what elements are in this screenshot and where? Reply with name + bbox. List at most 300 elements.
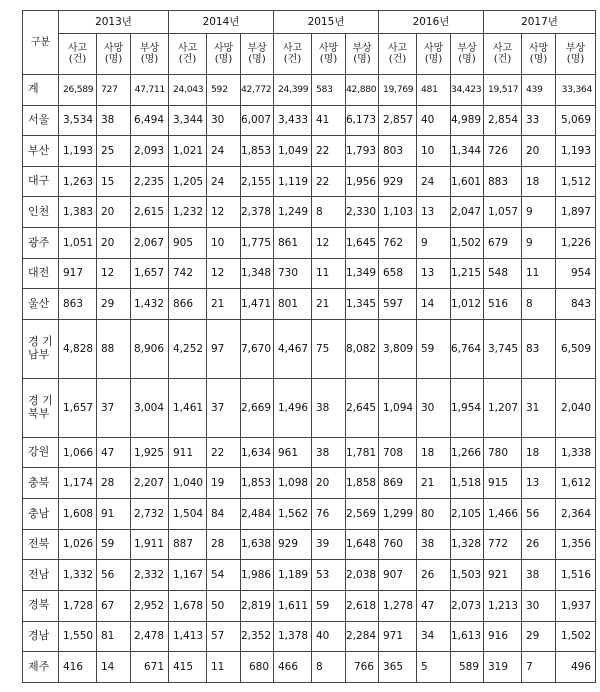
deaths-cell: 8 — [312, 197, 346, 228]
deaths-cell: 57 — [207, 621, 241, 652]
region-cell — [23, 105, 59, 136]
injuries-cell: 2,332 — [131, 560, 169, 591]
sub-header-unit: (명) — [424, 54, 443, 65]
injuries-header — [131, 34, 169, 75]
accidents-cell: 772 — [484, 529, 522, 560]
sub-header-label: 사고 — [177, 42, 198, 54]
region-label: 남부 — [28, 347, 50, 361]
injuries-cell: 1,518 — [451, 468, 484, 499]
injuries-cell: 680 — [241, 652, 274, 683]
injuries-cell: 1,344 — [451, 136, 484, 167]
injuries-cell: 1,193 — [556, 136, 596, 167]
accidents-cell: 26,589 — [59, 75, 97, 106]
sub-header-label: 부상 — [352, 42, 372, 54]
deaths-cell: 12 — [207, 258, 241, 289]
sub-header-unit: (건) — [68, 54, 87, 65]
deaths-cell: 15 — [97, 166, 131, 197]
accidents-cell: 905 — [169, 228, 207, 259]
accidents-cell: 1,504 — [169, 499, 207, 530]
injuries-cell: 2,732 — [131, 499, 169, 530]
accidents-cell: 1,562 — [274, 499, 312, 530]
deaths-cell: 22 — [207, 437, 241, 468]
accidents-cell: 597 — [379, 289, 417, 320]
accidents-cell: 365 — [379, 652, 417, 683]
deaths-cell: 20 — [522, 136, 556, 167]
injuries-cell: 1,613 — [451, 621, 484, 652]
region-label: 울산 — [28, 296, 50, 310]
sub-header-label: 사고 — [387, 42, 408, 54]
deaths-cell: 20 — [312, 468, 346, 499]
injuries-cell: 1,911 — [131, 529, 169, 560]
accidents-cell: 911 — [169, 437, 207, 468]
accidents-cell: 1,021 — [169, 136, 207, 167]
injuries-cell: 1,432 — [131, 289, 169, 320]
injuries-cell: 2,105 — [451, 499, 484, 530]
region-label: 대전 — [28, 266, 50, 280]
sub-header-label: 부상 — [457, 42, 477, 54]
deaths-cell: 80 — [417, 499, 451, 530]
deaths-cell: 38 — [97, 105, 131, 136]
deaths-cell: 34 — [417, 621, 451, 652]
region-cell — [23, 621, 59, 652]
injuries-cell: 1,356 — [556, 529, 596, 560]
accidents-cell: 1,189 — [274, 560, 312, 591]
injuries-cell: 8,082 — [346, 319, 379, 378]
region-cell — [23, 590, 59, 621]
table-row — [23, 499, 596, 530]
accidents-cell: 708 — [379, 437, 417, 468]
region-cell — [23, 437, 59, 468]
accidents-cell: 742 — [169, 258, 207, 289]
table-row — [23, 590, 596, 621]
region-label: 경남 — [28, 629, 50, 643]
injuries-cell: 2,038 — [346, 560, 379, 591]
accidents-cell: 1,026 — [59, 529, 97, 560]
table-row — [23, 258, 596, 289]
region-cell — [23, 378, 59, 437]
deaths-header — [97, 34, 131, 75]
injuries-cell: 1,502 — [556, 621, 596, 652]
accidents-cell: 1,413 — [169, 621, 207, 652]
deaths-header — [312, 34, 346, 75]
injuries-cell: 6,173 — [346, 105, 379, 136]
injuries-cell: 42,880 — [346, 75, 379, 106]
region-cell — [23, 258, 59, 289]
injuries-cell: 843 — [556, 289, 596, 320]
accidents-cell: 1,174 — [59, 468, 97, 499]
sub-header-unit: (명) — [140, 54, 159, 65]
injuries-cell: 2,669 — [241, 378, 274, 437]
accidents-cell: 19,517 — [484, 75, 522, 106]
deaths-cell: 53 — [312, 560, 346, 591]
injuries-header — [451, 34, 484, 75]
deaths-cell: 40 — [312, 621, 346, 652]
deaths-cell: 20 — [97, 197, 131, 228]
accidents-cell: 1,098 — [274, 468, 312, 499]
accidents-cell: 1,167 — [169, 560, 207, 591]
deaths-cell: 76 — [312, 499, 346, 530]
injuries-cell: 1,471 — [241, 289, 274, 320]
injuries-cell: 2,352 — [241, 621, 274, 652]
accidents-cell: 3,433 — [274, 105, 312, 136]
accidents-cell: 1,278 — [379, 590, 417, 621]
accidents-cell: 2,857 — [379, 105, 417, 136]
injuries-cell: 1,781 — [346, 437, 379, 468]
injuries-cell: 2,040 — [556, 378, 596, 437]
accidents-cell: 3,534 — [59, 105, 97, 136]
table-row — [23, 378, 596, 437]
deaths-cell: 13 — [417, 258, 451, 289]
injuries-cell: 2,093 — [131, 136, 169, 167]
injuries-cell: 2,484 — [241, 499, 274, 530]
deaths-cell: 31 — [522, 378, 556, 437]
deaths-header — [417, 34, 451, 75]
deaths-cell: 439 — [522, 75, 556, 106]
sub-header-label: 사망 — [103, 42, 124, 54]
region-label: 인천 — [28, 204, 50, 218]
table-row — [23, 652, 596, 683]
injuries-cell: 34,423 — [451, 75, 484, 106]
accident-statistics-table — [22, 10, 596, 683]
injuries-cell: 4,989 — [451, 105, 484, 136]
region-cell — [23, 652, 59, 683]
accidents-header — [274, 34, 312, 75]
deaths-cell: 24 — [207, 136, 241, 167]
deaths-cell: 592 — [207, 75, 241, 106]
accidents-header — [484, 34, 522, 75]
accidents-cell: 921 — [484, 560, 522, 591]
region-label: 경 기 — [28, 394, 53, 408]
injuries-cell: 1,657 — [131, 258, 169, 289]
accidents-cell: 19,769 — [379, 75, 417, 106]
deaths-cell: 13 — [417, 197, 451, 228]
accidents-cell: 1,611 — [274, 590, 312, 621]
injuries-cell: 1,645 — [346, 228, 379, 259]
region-label: 충북 — [28, 475, 50, 489]
injuries-cell: 6,494 — [131, 105, 169, 136]
accidents-cell: 1,461 — [169, 378, 207, 437]
sub-header-label: 사망 — [213, 42, 234, 54]
accidents-cell: 516 — [484, 289, 522, 320]
accidents-cell: 1,728 — [59, 590, 97, 621]
injuries-cell: 2,618 — [346, 590, 379, 621]
sub-header-label: 사망 — [423, 42, 444, 54]
sub-header-unit: (명) — [566, 54, 585, 65]
accidents-cell: 4,252 — [169, 319, 207, 378]
injuries-cell: 2,207 — [131, 468, 169, 499]
injuries-cell: 2,235 — [131, 166, 169, 197]
deaths-cell: 38 — [417, 529, 451, 560]
accidents-cell: 803 — [379, 136, 417, 167]
region-label: 제주 — [28, 659, 50, 673]
injuries-cell: 671 — [131, 652, 169, 683]
injuries-cell: 1,793 — [346, 136, 379, 167]
deaths-cell: 22 — [312, 166, 346, 197]
deaths-cell: 54 — [207, 560, 241, 591]
deaths-cell: 21 — [417, 468, 451, 499]
deaths-cell: 30 — [417, 378, 451, 437]
accidents-cell: 869 — [379, 468, 417, 499]
injuries-cell: 1,937 — [556, 590, 596, 621]
deaths-cell: 26 — [417, 560, 451, 591]
sub-header-label: 사망 — [318, 42, 339, 54]
deaths-cell: 97 — [207, 319, 241, 378]
accidents-cell: 1,299 — [379, 499, 417, 530]
deaths-cell: 583 — [312, 75, 346, 106]
accidents-cell: 3,745 — [484, 319, 522, 378]
deaths-cell: 18 — [522, 437, 556, 468]
accidents-cell: 4,467 — [274, 319, 312, 378]
injuries-cell: 2,478 — [131, 621, 169, 652]
table-row — [23, 529, 596, 560]
deaths-cell: 38 — [522, 560, 556, 591]
accidents-cell: 726 — [484, 136, 522, 167]
injuries-cell: 1,648 — [346, 529, 379, 560]
injuries-cell: 2,073 — [451, 590, 484, 621]
injuries-cell: 496 — [556, 652, 596, 683]
region-label: 대구 — [28, 174, 50, 188]
region-cell — [23, 289, 59, 320]
sub-header-label: 부상 — [139, 42, 160, 54]
deaths-cell: 50 — [207, 590, 241, 621]
sub-header-unit: (건) — [178, 54, 197, 65]
deaths-cell: 41 — [312, 105, 346, 136]
year-header: 2017년 — [484, 11, 596, 34]
deaths-cell: 33 — [522, 105, 556, 136]
region-label: 광주 — [28, 235, 50, 249]
accidents-cell: 1,466 — [484, 499, 522, 530]
deaths-cell: 21 — [312, 289, 346, 320]
injuries-cell: 1,226 — [556, 228, 596, 259]
year-header-row — [23, 11, 596, 34]
deaths-cell: 37 — [97, 378, 131, 437]
region-cell — [23, 468, 59, 499]
table-row — [23, 560, 596, 591]
injuries-cell: 1,345 — [346, 289, 379, 320]
accidents-cell: 863 — [59, 289, 97, 320]
injuries-cell: 6,764 — [451, 319, 484, 378]
deaths-cell: 481 — [417, 75, 451, 106]
deaths-cell: 12 — [207, 197, 241, 228]
deaths-cell: 12 — [312, 228, 346, 259]
injuries-header — [556, 34, 596, 75]
year-header: 2016년 — [379, 11, 484, 34]
accidents-cell: 3,809 — [379, 319, 417, 378]
accidents-cell: 915 — [484, 468, 522, 499]
accidents-cell: 907 — [379, 560, 417, 591]
injuries-header — [346, 34, 379, 75]
region-label: 충남 — [28, 506, 50, 520]
accidents-cell: 929 — [274, 529, 312, 560]
deaths-cell: 59 — [417, 319, 451, 378]
accidents-cell: 1,103 — [379, 197, 417, 228]
injuries-cell: 1,638 — [241, 529, 274, 560]
deaths-cell: 20 — [97, 228, 131, 259]
deaths-cell: 83 — [522, 319, 556, 378]
sub-header-label: 사고 — [492, 42, 513, 54]
accidents-cell: 801 — [274, 289, 312, 320]
deaths-cell: 24 — [207, 166, 241, 197]
deaths-cell: 11 — [522, 258, 556, 289]
accidents-cell: 762 — [379, 228, 417, 259]
injuries-cell: 1,328 — [451, 529, 484, 560]
accidents-cell: 883 — [484, 166, 522, 197]
deaths-cell: 75 — [312, 319, 346, 378]
accidents-cell: 3,344 — [169, 105, 207, 136]
deaths-cell: 38 — [312, 437, 346, 468]
accidents-cell: 861 — [274, 228, 312, 259]
table-row — [23, 319, 596, 378]
region-label: 서울 — [28, 113, 50, 127]
deaths-cell: 28 — [97, 468, 131, 499]
table-row — [23, 75, 596, 106]
accidents-cell: 1,213 — [484, 590, 522, 621]
injuries-cell: 1,349 — [346, 258, 379, 289]
deaths-cell: 47 — [417, 590, 451, 621]
injuries-cell: 2,569 — [346, 499, 379, 530]
accidents-cell: 24,399 — [274, 75, 312, 106]
accidents-cell: 24,043 — [169, 75, 207, 106]
region-cell — [23, 166, 59, 197]
accidents-cell: 1,232 — [169, 197, 207, 228]
injuries-cell: 2,645 — [346, 378, 379, 437]
injuries-cell: 2,378 — [241, 197, 274, 228]
deaths-cell: 47 — [97, 437, 131, 468]
injuries-cell: 1,956 — [346, 166, 379, 197]
accidents-cell: 548 — [484, 258, 522, 289]
injuries-cell: 2,067 — [131, 228, 169, 259]
accidents-cell: 1,378 — [274, 621, 312, 652]
accidents-cell: 466 — [274, 652, 312, 683]
deaths-cell: 7 — [522, 652, 556, 683]
table-row — [23, 136, 596, 167]
region-cell — [23, 75, 59, 106]
accidents-cell: 866 — [169, 289, 207, 320]
accidents-cell: 917 — [59, 258, 97, 289]
region-cell — [23, 197, 59, 228]
injuries-cell: 2,952 — [131, 590, 169, 621]
deaths-cell: 8 — [312, 652, 346, 683]
injuries-cell: 5,069 — [556, 105, 596, 136]
deaths-cell: 29 — [522, 621, 556, 652]
sub-header-unit: (명) — [458, 54, 476, 65]
injuries-cell: 1,502 — [451, 228, 484, 259]
deaths-header — [207, 34, 241, 75]
accidents-cell: 916 — [484, 621, 522, 652]
injuries-cell: 2,615 — [131, 197, 169, 228]
injuries-cell: 1,634 — [241, 437, 274, 468]
deaths-cell: 11 — [207, 652, 241, 683]
region-cell — [23, 560, 59, 591]
accidents-cell: 1,657 — [59, 378, 97, 437]
accidents-cell: 760 — [379, 529, 417, 560]
injuries-cell: 33,364 — [556, 75, 596, 106]
deaths-cell: 11 — [312, 258, 346, 289]
deaths-cell: 91 — [97, 499, 131, 530]
region-cell — [23, 228, 59, 259]
sub-header-label: 사망 — [528, 42, 549, 54]
deaths-cell: 21 — [207, 289, 241, 320]
injuries-cell: 1,954 — [451, 378, 484, 437]
accidents-cell: 1,094 — [379, 378, 417, 437]
sub-header-label: 사고 — [282, 42, 303, 54]
accidents-cell: 971 — [379, 621, 417, 652]
region-cell — [23, 529, 59, 560]
deaths-cell: 28 — [207, 529, 241, 560]
corner-label: 구분 — [23, 11, 59, 75]
injuries-cell: 3,004 — [131, 378, 169, 437]
deaths-cell: 9 — [417, 228, 451, 259]
table-row — [23, 228, 596, 259]
accidents-cell: 1,496 — [274, 378, 312, 437]
accidents-cell: 1,383 — [59, 197, 97, 228]
region-cell — [23, 319, 59, 378]
deaths-cell: 26 — [522, 529, 556, 560]
injuries-cell: 1,853 — [241, 468, 274, 499]
deaths-cell: 9 — [522, 228, 556, 259]
injuries-cell: 1,012 — [451, 289, 484, 320]
injuries-cell: 2,364 — [556, 499, 596, 530]
table-row — [23, 468, 596, 499]
injuries-cell: 1,348 — [241, 258, 274, 289]
region-label: 전남 — [28, 567, 50, 581]
accidents-header — [379, 34, 417, 75]
accidents-cell: 929 — [379, 166, 417, 197]
injuries-cell: 1,775 — [241, 228, 274, 259]
deaths-cell: 37 — [207, 378, 241, 437]
sub-header-unit: (명) — [353, 54, 371, 65]
injuries-cell: 1,215 — [451, 258, 484, 289]
deaths-cell: 10 — [207, 228, 241, 259]
deaths-cell: 18 — [522, 166, 556, 197]
injuries-cell: 2,155 — [241, 166, 274, 197]
accidents-header — [59, 34, 97, 75]
accidents-cell: 416 — [59, 652, 97, 683]
deaths-cell: 29 — [97, 289, 131, 320]
deaths-cell: 84 — [207, 499, 241, 530]
accidents-cell: 1,678 — [169, 590, 207, 621]
deaths-cell: 9 — [522, 197, 556, 228]
region-label: 강원 — [28, 445, 50, 459]
injuries-cell: 2,284 — [346, 621, 379, 652]
accidents-cell: 1,608 — [59, 499, 97, 530]
accidents-cell: 1,263 — [59, 166, 97, 197]
deaths-cell: 38 — [312, 378, 346, 437]
sub-header-label: 부상 — [247, 42, 267, 54]
table-row — [23, 437, 596, 468]
deaths-cell: 59 — [97, 529, 131, 560]
injuries-cell: 1,503 — [451, 560, 484, 591]
accidents-cell: 1,040 — [169, 468, 207, 499]
sub-header-label: 사고 — [67, 42, 88, 54]
injuries-cell: 954 — [556, 258, 596, 289]
accidents-header — [169, 34, 207, 75]
injuries-cell: 2,047 — [451, 197, 484, 228]
sub-header-unit: (명) — [248, 54, 266, 65]
accidents-cell: 658 — [379, 258, 417, 289]
accidents-cell: 730 — [274, 258, 312, 289]
accidents-cell: 1,207 — [484, 378, 522, 437]
injuries-cell: 1,338 — [556, 437, 596, 468]
sub-header-unit: (명) — [104, 54, 123, 65]
injuries-cell: 1,601 — [451, 166, 484, 197]
injuries-cell: 1,897 — [556, 197, 596, 228]
table-row — [23, 289, 596, 320]
deaths-cell: 22 — [312, 136, 346, 167]
sub-header-unit: (건) — [493, 54, 512, 65]
year-header: 2014년 — [169, 11, 274, 34]
accidents-cell: 961 — [274, 437, 312, 468]
